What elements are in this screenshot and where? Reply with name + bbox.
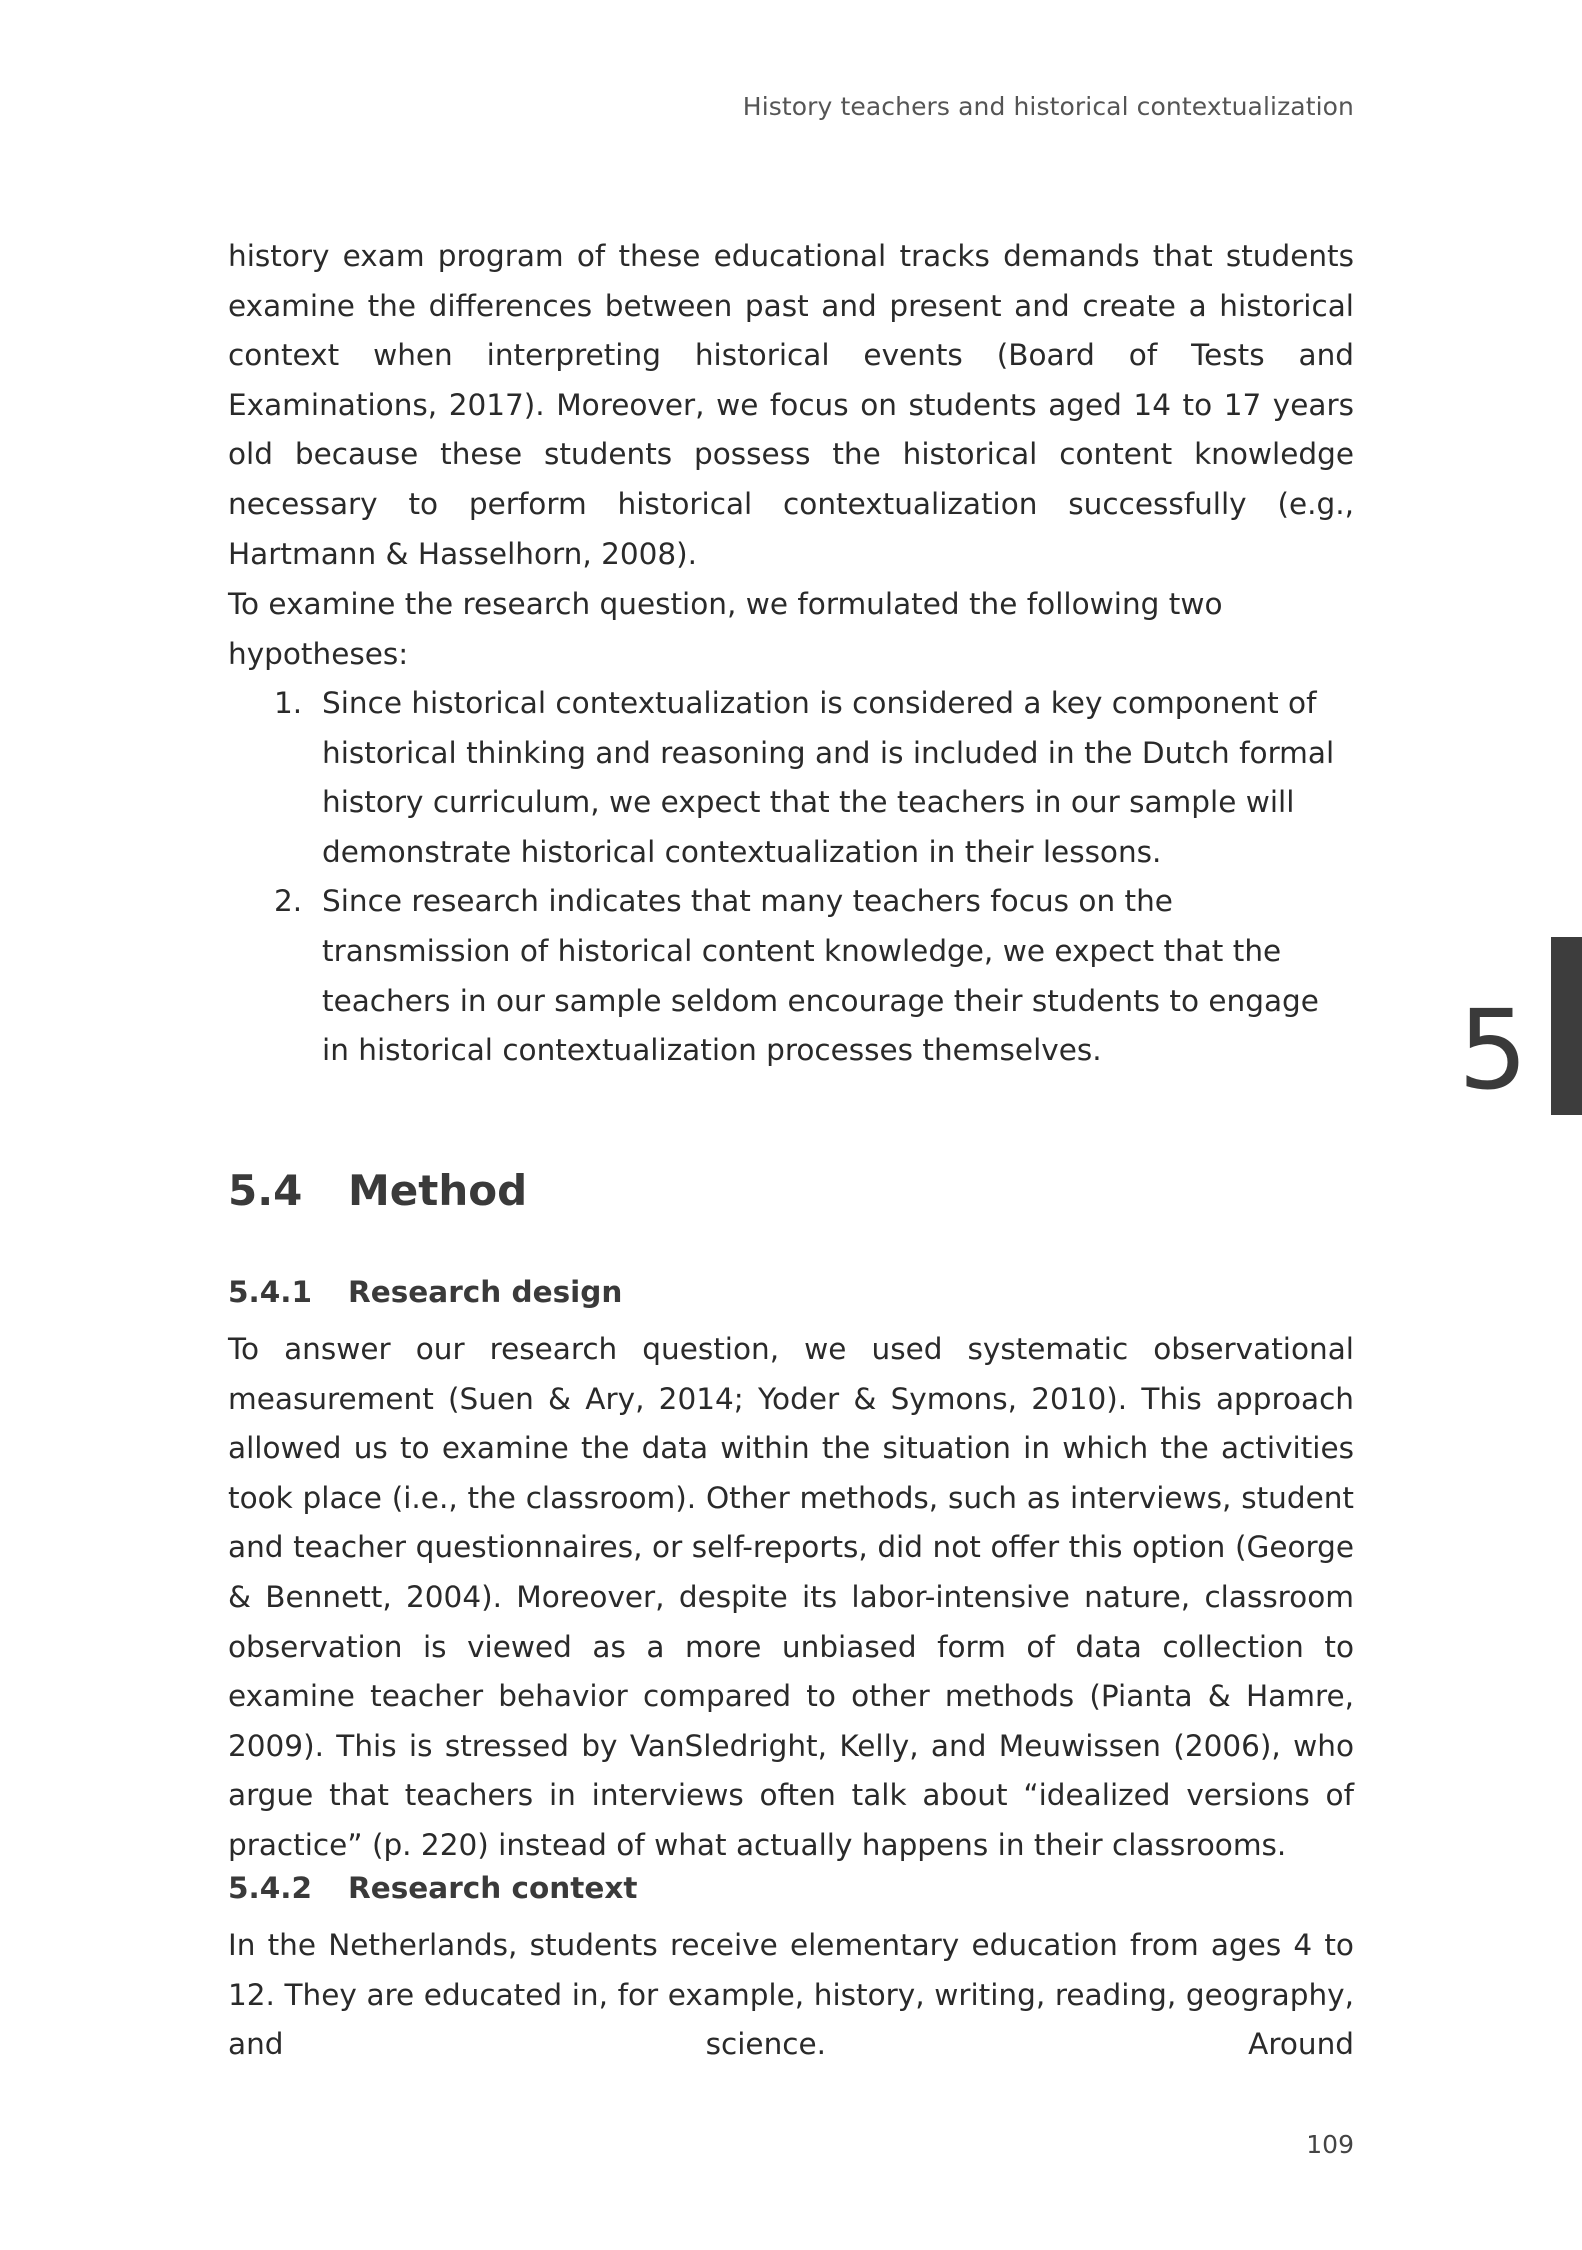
section-number: 5.4 [228, 1166, 303, 1215]
chapter-tab-marker [1551, 937, 1582, 1115]
intro-paragraph: history exam program of these educational tracks demands that students examine the differences between past and present and create a historical context when interpreting historical events (Board of Tests and Examinations, 2017). Moreover, we focus on students aged 14 to 17 years old because these students possess the historical content knowledge necessary to perform historical contextualization successfully (e.g., Hartmann & Hasselhorn, 2008). [228, 239, 1354, 571]
hypothesis-text: Since historical contextualization is considered a key component of historical thinking and reasoning and is included in the Dutch formal history curriculum, we expect that the teachers in our sample will demonstrate historical contextualization in their lessons. [322, 686, 1335, 869]
hypothesis-number: 2. [274, 884, 303, 919]
subsection-title: Research design [348, 1275, 623, 1309]
running-header: History teachers and historical contextualization [742, 92, 1354, 121]
section-title: Method [348, 1166, 528, 1215]
subsection-number: 5.4.1 [228, 1275, 312, 1309]
subsection-heading-research-context [228, 1871, 638, 1905]
hypothesis-number: 1. [274, 686, 303, 720]
hypothesis-item [228, 679, 1352, 877]
hypotheses-intro-paragraph: To examine the research question, we formulated the following two hypotheses: [228, 587, 1223, 671]
subsection-heading-research-design [228, 1275, 622, 1309]
hypothesis-text: Since research indicates that many teachers focus on the transmission of historical content knowledge, we expect that the teachers in our sample seldom encourage their students to engage in historical contextualization processes themselves. [322, 884, 1319, 1068]
chapter-number: 5 [1458, 986, 1528, 1114]
subsection-number: 5.4.2 [228, 1871, 312, 1905]
hypotheses-list [228, 679, 1354, 1076]
section-heading [228, 1166, 527, 1215]
hypothesis-item [228, 877, 1352, 1075]
research-design-paragraph: To answer our research question, we used systematic observational measurement (Suen & Ary, 2014; Yoder & Symons, 2010). This approach allowed us to examine the data within the situation in which the activities took place (i.e., the classroom). Other methods, such as interviews, student and teacher questionnaires, or self-reports, did not offer this option (George & Bennett, 2004). Moreover, despite its labor-intensive nature, classroom observation is viewed as a more unbiased form of data collection to examine teacher behavior compared to other methods (Pianta & Hamre, 2009). This is stressed by VanSledright, Kelly, and Meuwissen (2006), who argue that teachers in interviews often talk about “idealized versions of practice” (p. 220) instead of what actually happens in their classrooms. [228, 1332, 1354, 1862]
page-number: 109 [1306, 2130, 1354, 2159]
subsection-title: Research context [348, 1871, 638, 1905]
research-context-paragraph: In the Netherlands, students receive elementary education from ages 4 to 12. They are educated in, for example, history, writing, reading, geography, and science. Around [228, 1928, 1354, 2062]
